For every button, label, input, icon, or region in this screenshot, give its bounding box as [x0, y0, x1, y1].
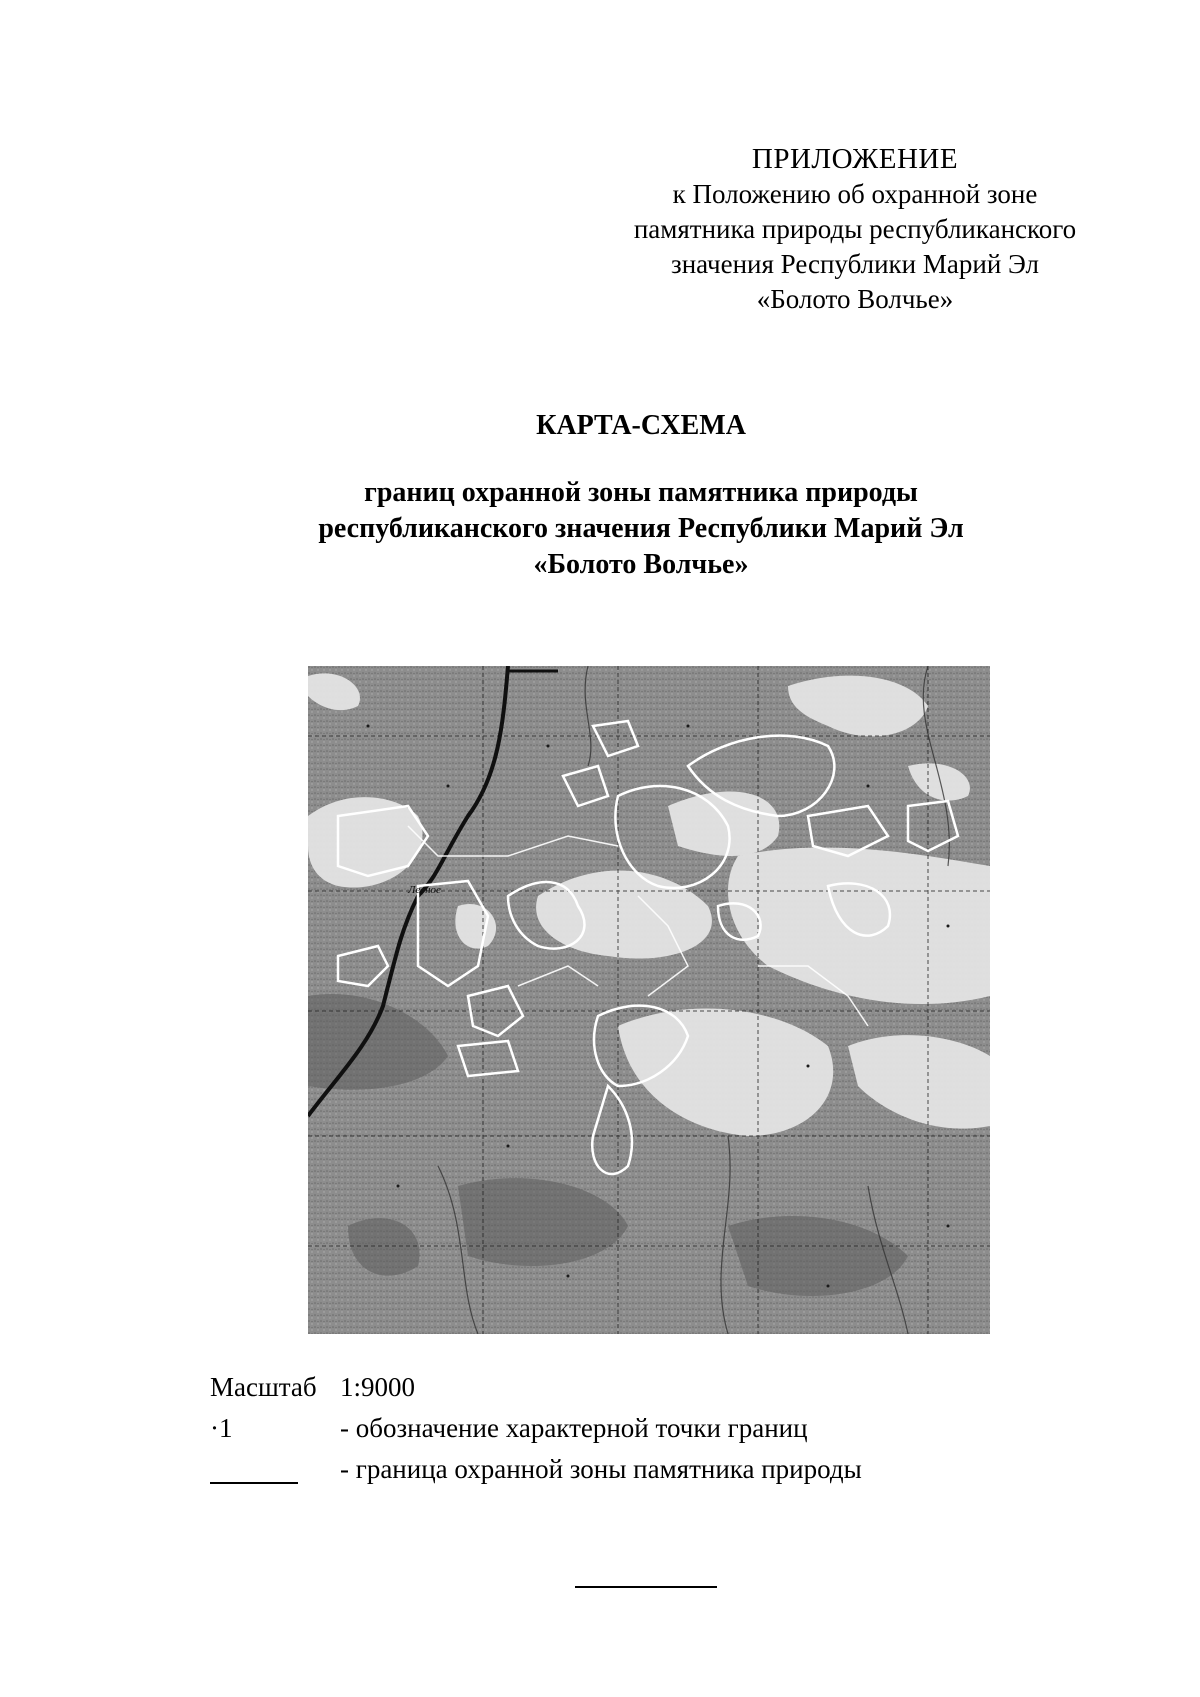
document-subtitle — [0, 475, 1200, 583]
appendix-title: ПРИЛОЖЕНИЕ — [751, 143, 959, 175]
map-image — [308, 666, 990, 1334]
map-place-label: Лесное — [408, 884, 441, 896]
scale-label: Масштаб — [210, 1372, 317, 1402]
boundary-description: - граница охранной зоны памятника природы — [340, 1454, 862, 1484]
point-symbol: ·1 — [210, 1413, 233, 1443]
scale-value: 1:9000 — [340, 1372, 416, 1402]
page-end-divider — [575, 1586, 717, 1588]
appendix-line: памятника природы республиканского — [633, 214, 1077, 244]
appendix-header — [595, 142, 1115, 317]
point-description: - обозначение характерной точки границ — [340, 1413, 808, 1443]
document-title: КАРТА-СХЕМА — [536, 410, 746, 441]
map-scheme — [308, 666, 990, 1334]
subtitle-line: «Болото Волчье» — [533, 549, 749, 580]
appendix-line: к Положению об охранной зоне — [672, 179, 1038, 209]
boundary-line-symbol — [210, 1482, 298, 1484]
appendix-line: значения Республики Марий Эл — [671, 249, 1039, 279]
appendix-line: «Болото Волчье» — [756, 284, 954, 314]
subtitle-line: республиканского значения Республики Марий Эл — [318, 513, 964, 544]
subtitle-line: границ охранной зоны памятника природы — [364, 477, 918, 508]
